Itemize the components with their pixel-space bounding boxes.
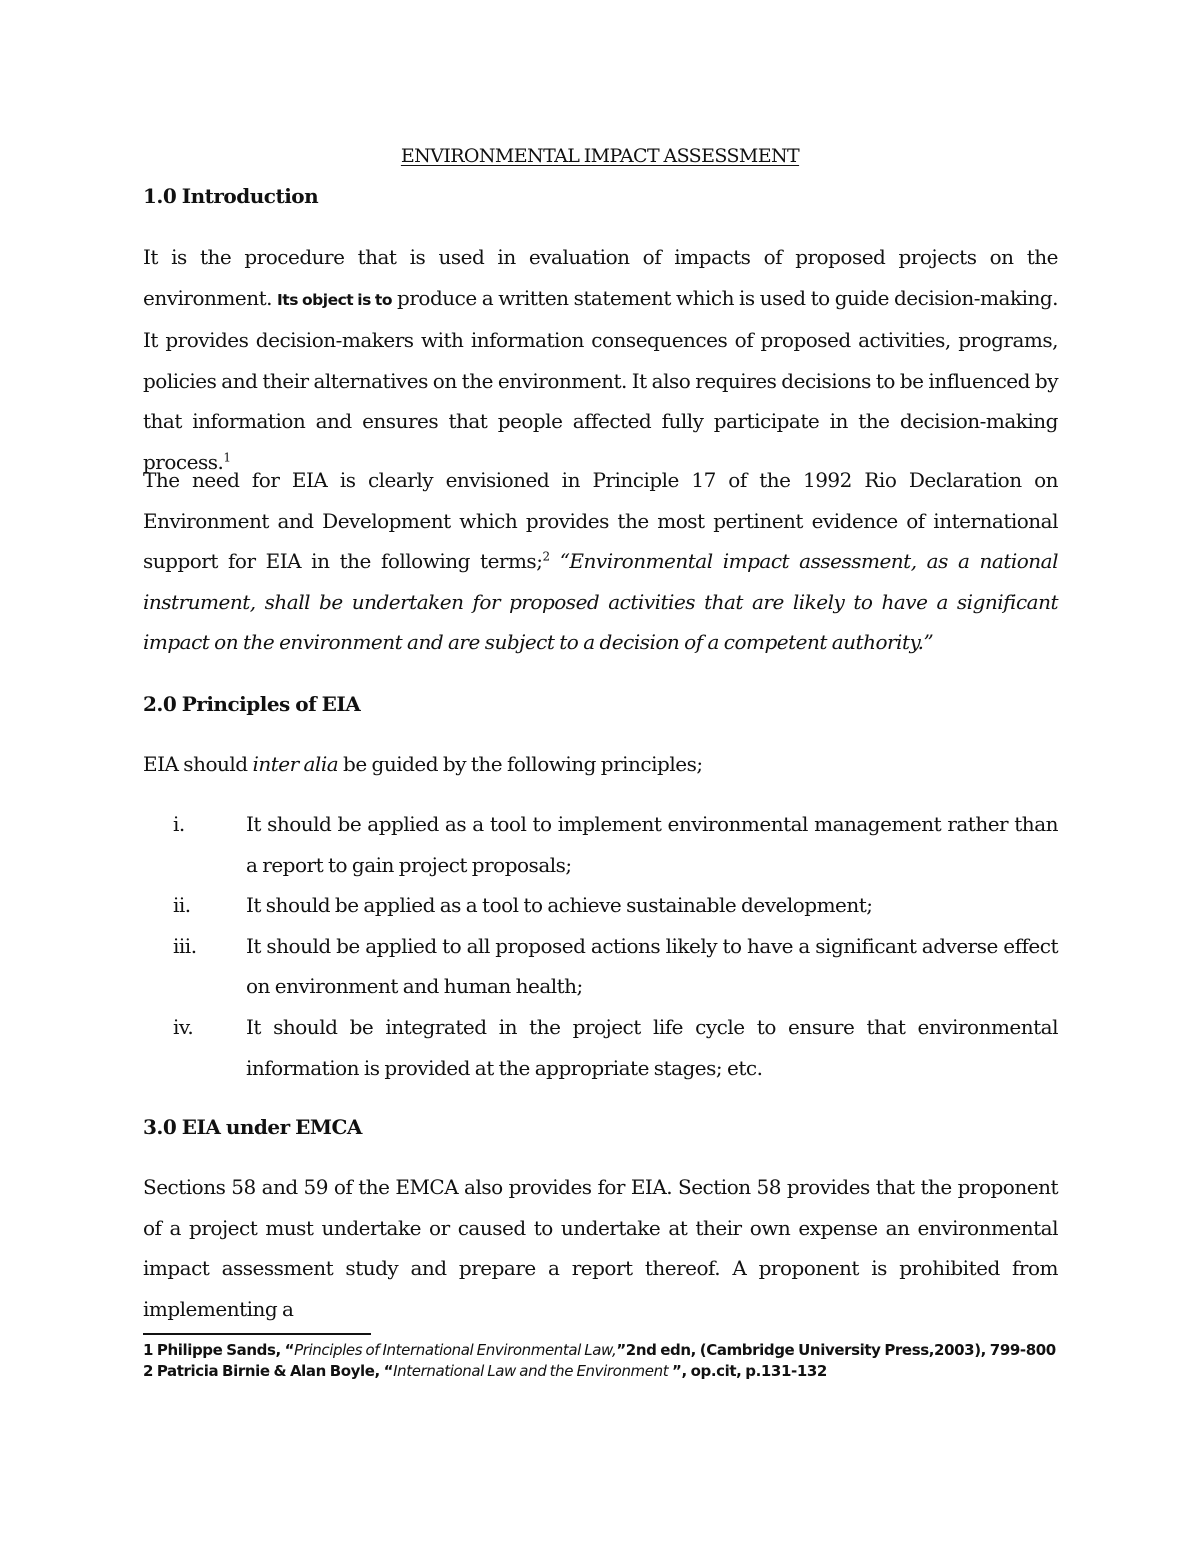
paragraph-text: produce a written statement which is used to guide decision-making. It provides decision-makers with information consequences of proposed activities, programs, policies and their alternatives on the environment. It also requires decisions to be influenced by that information and ensures that people affected fully participate in the decision-making process. xyxy=(143,285,1059,474)
list-item-text: It should be applied as a tool to implement environmental management rather than a report to gain project proposals; xyxy=(246,812,1058,877)
footnote-italic: Principles of International Environmental Law, xyxy=(294,1341,617,1359)
intro-italic: inter alia xyxy=(252,752,339,776)
section-heading-introduction: 1.0 Introduction xyxy=(143,184,319,208)
paragraph-rio-declaration xyxy=(143,460,1058,663)
footnote-text: 2 Patricia Birnie & Alan Boyle, “ xyxy=(143,1362,394,1380)
paragraph-introduction xyxy=(143,237,1058,483)
intro-text: EIA should xyxy=(143,752,253,776)
section-heading-principles: 2.0 Principles of EIA xyxy=(143,692,361,716)
footnote-reference[interactable]: 1 xyxy=(223,450,231,465)
footnote-reference[interactable]: 2 xyxy=(542,549,550,564)
footnote-text: ”2nd edn, (Cambridge University Press,2003), 799-800 xyxy=(616,1341,1056,1359)
intro-text: be guided by the following principles; xyxy=(338,752,703,776)
list-marker: iv. xyxy=(173,1014,194,1039)
footnote-2 xyxy=(143,1361,1058,1382)
footnote-1 xyxy=(143,1340,1058,1361)
principles-intro xyxy=(143,744,1058,785)
list-marker: iii. xyxy=(173,933,197,958)
footnote-separator xyxy=(143,1333,371,1335)
footnote-text: ”, op.cit, p.131-132 xyxy=(668,1362,827,1380)
quoted-principle: “Environmental impact assessment, as a national instrument, shall be undertaken for proposed activities that are likely to have a significant impact on the environment and are subject to a decision of a competent authority.” xyxy=(143,549,1058,655)
footnote-italic: International Law and the Environment xyxy=(393,1362,669,1380)
sans-phrase: Its object is to xyxy=(277,290,392,309)
footnotes xyxy=(143,1340,1058,1382)
list-marker: ii. xyxy=(173,893,191,918)
paragraph-text: The need for EIA is clearly envisioned in Principle 17 of the 1992 Rio Declaration on Environment and Development which provides the most pertinent evidence of international support for EIA in the following terms; xyxy=(143,468,1058,574)
paragraph-emca: Sections 58 and 59 of the EMCA also provides for EIA. Section 58 provides that the proponent of a project must undertake or caused to undertake at their own expense an environmental impact assessment study and prepare a report thereof. A proponent is prohibited from implementing a xyxy=(143,1175,1058,1321)
list-item-text: It should be applied to all proposed actions likely to have a significant adverse effect on environment and human health; xyxy=(246,933,1058,999)
list-item xyxy=(143,804,1058,885)
section-heading-emca: 3.0 EIA under EMCA xyxy=(143,1115,362,1139)
list-item-text: It should be integrated in the project life cycle to ensure that environmental information is provided at the appropriate stages; etc. xyxy=(246,1014,1058,1080)
document-title: ENVIRONMENTAL IMPACT ASSESSMENT xyxy=(400,145,800,167)
list-marker: i. xyxy=(173,812,185,836)
list-item-text: It should be applied as a tool to achieve sustainable development; xyxy=(246,893,873,918)
footnote-text: 1 Philippe Sands, “ xyxy=(143,1341,295,1359)
principles-list xyxy=(143,804,1058,1088)
list-item xyxy=(143,885,1058,926)
paragraph-text: It is the procedure that is used in evaluation of impacts of proposed projects on the environment. xyxy=(143,245,1058,310)
list-item xyxy=(143,1007,1058,1088)
list-item xyxy=(143,926,1058,1007)
